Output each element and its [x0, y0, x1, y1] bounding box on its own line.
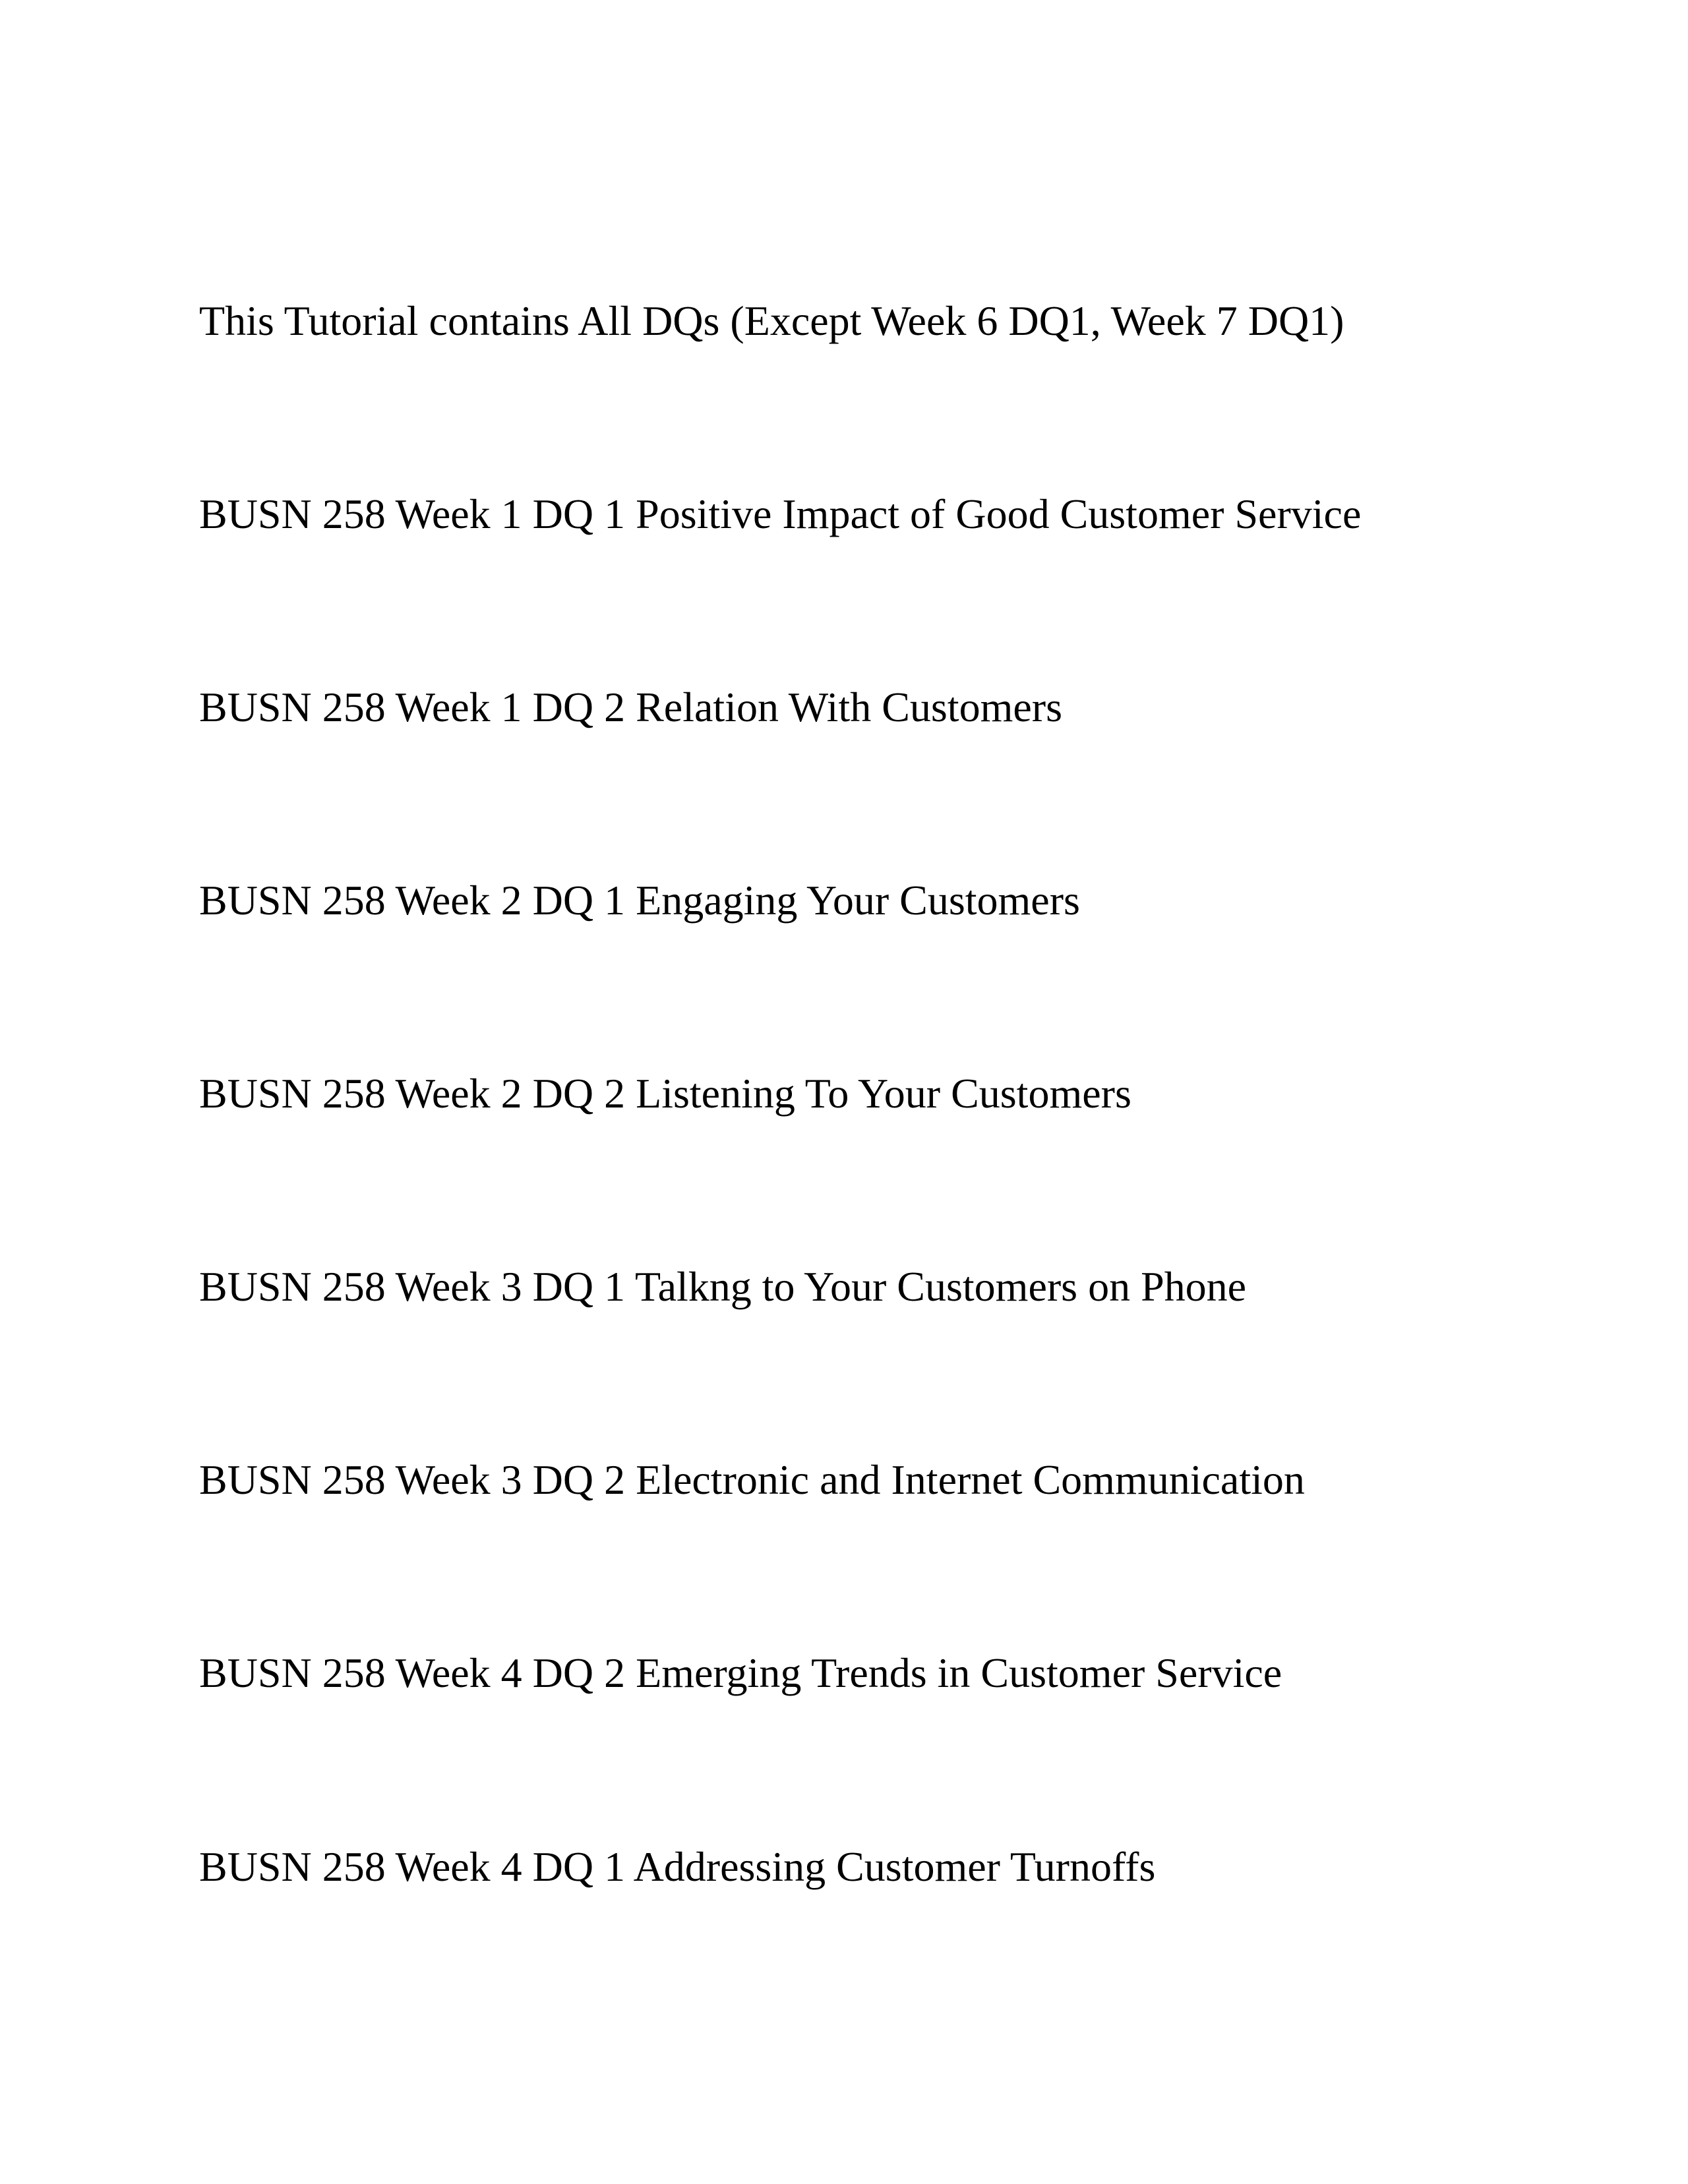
intro-text: This Tutorial contains All DQs (Except Week 6 DQ1, Week 7 DQ1): [199, 297, 1344, 344]
list-item: BUSN 258 Week 1 DQ 1 Positive Impact of Good Customer Service: [199, 490, 1362, 537]
list-item: BUSN 258 Week 3 DQ 2 Electronic and Internet Communication: [199, 1456, 1305, 1503]
list-item: BUSN 258 Week 4 DQ 1 Addressing Customer Turnoffs: [199, 1843, 1156, 1890]
list-item: BUSN 258 Week 1 DQ 2 Relation With Customers: [199, 684, 1062, 730]
list-item: BUSN 258 Week 2 DQ 2 Listening To Your Customers: [199, 1070, 1131, 1117]
list-item: BUSN 258 Week 2 DQ 1 Engaging Your Customers: [199, 877, 1080, 924]
list-item: BUSN 258 Week 4 DQ 2 Emerging Trends in Customer Service: [199, 1649, 1282, 1696]
list-item: BUSN 258 Week 3 DQ 1 Talkng to Your Customers on Phone: [199, 1263, 1247, 1310]
